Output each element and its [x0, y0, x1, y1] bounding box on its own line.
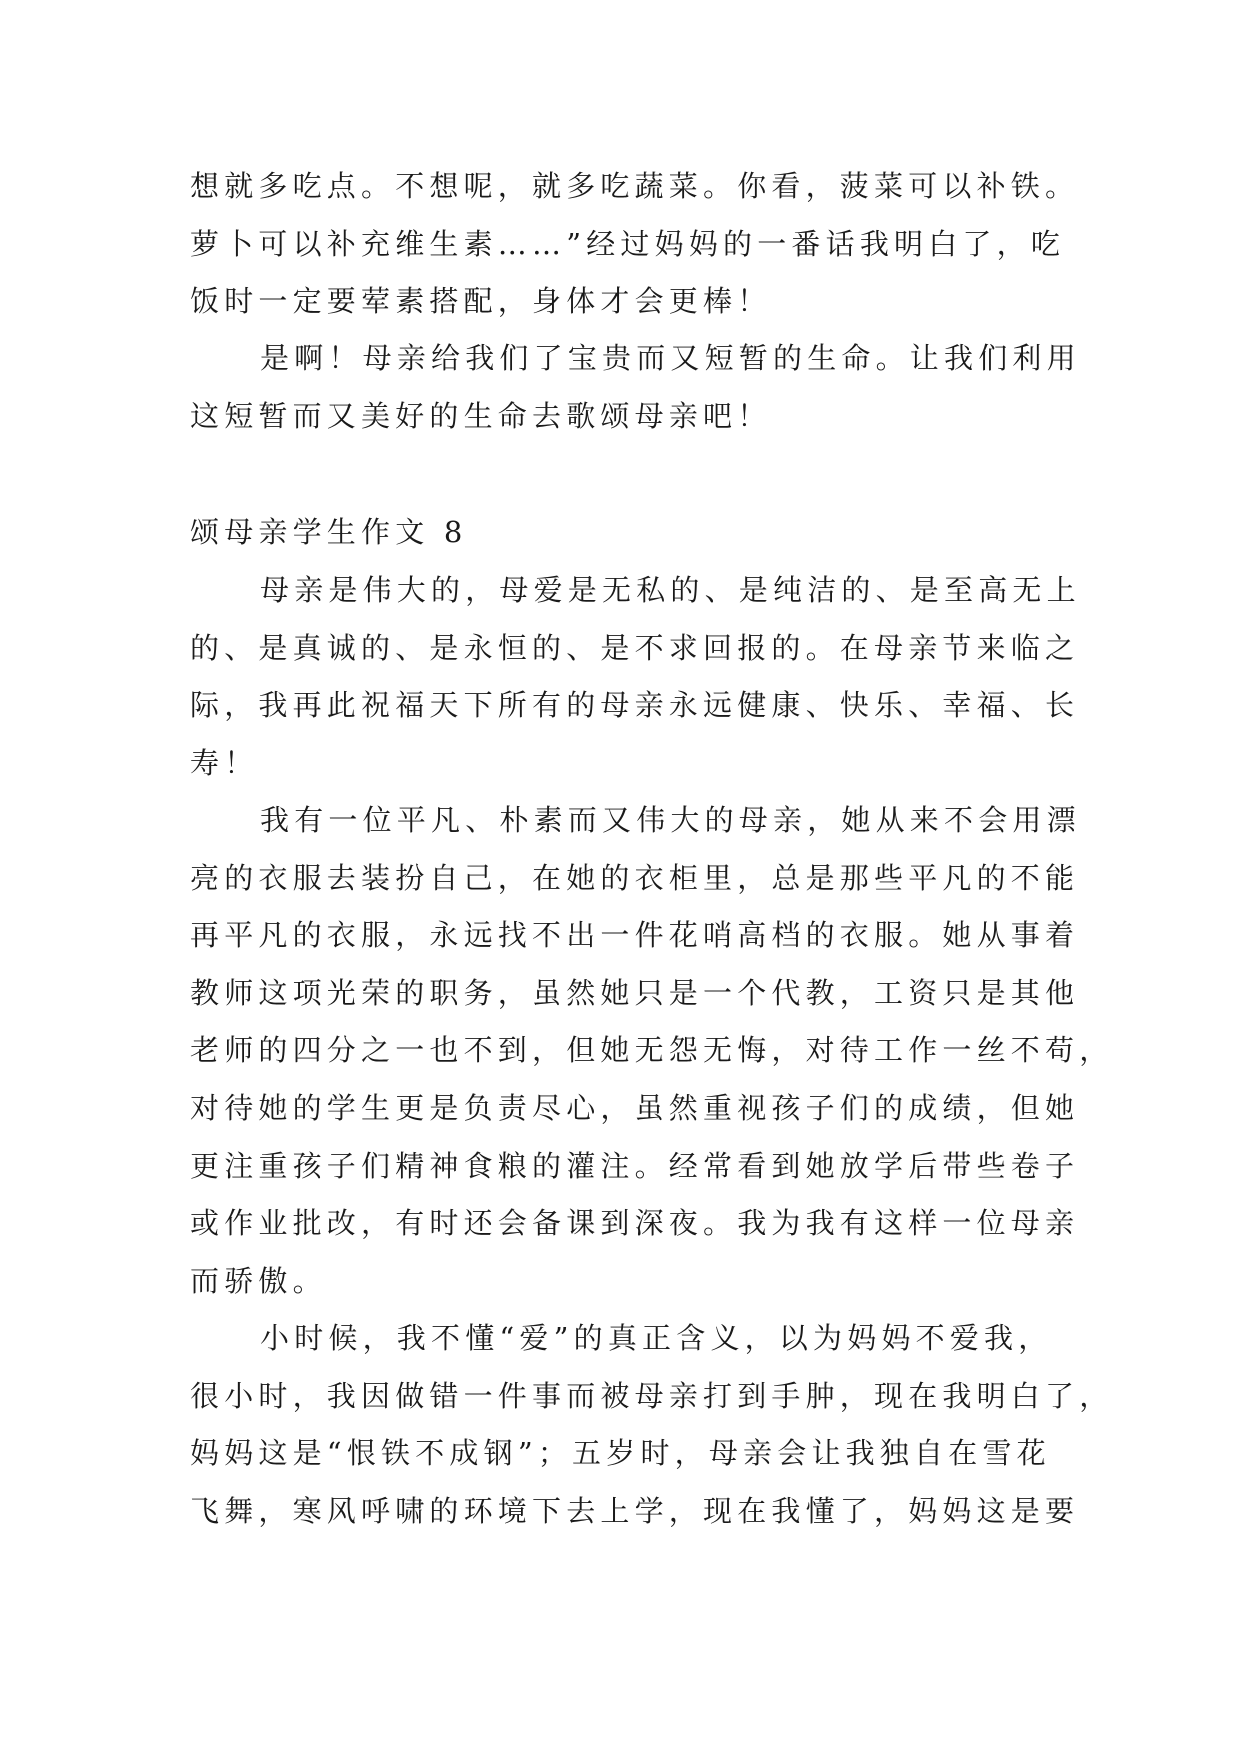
paragraph-line: 小时候，我不懂“爱”的真正含义，以为妈妈不爱我，: [260, 1321, 1053, 1355]
paragraph-line: 想就多吃点。不想呢，就多吃蔬菜。你看，菠菜可以补铁。: [190, 169, 1080, 203]
section-heading: [190, 504, 1070, 562]
paragraph-line: 而骄傲。: [190, 1263, 327, 1298]
paragraph-line: 亮的衣服去装扮自己，在她的衣柜里，总是那些平凡的不能: [190, 860, 1080, 895]
section-paragraph-1: [190, 562, 1081, 792]
paragraph-line: 我有一位平凡、朴素而又伟大的母亲，她从来不会用漂: [260, 803, 1081, 837]
paragraph-line: 教师这项光荣的职务，虽然她只是一个代教，工资只是其他: [190, 975, 1080, 1010]
section-paragraph-2: [190, 792, 1114, 1310]
paragraph-line: 对待她的学生更是负责尽心，虽然重视孩子们的成绩，但她: [190, 1090, 1080, 1125]
paragraph-line: 更注重孩子们精神食粮的灌注。经常看到她放学后带些卷子: [190, 1148, 1080, 1183]
paragraph-line: 饭时一定要荤素搭配，身体才会更棒！: [190, 284, 772, 319]
closing-paragraph: [190, 330, 1081, 445]
paragraph-line: 飞舞，寒风呼啸的环境下去上学，现在我懂了，妈妈这是要: [190, 1493, 1080, 1528]
paragraph-line: 再平凡的衣服，永远找不出一件花哨高档的衣服。她从事着: [190, 918, 1080, 953]
paragraph-line: 很小时，我因做错一件事而被母亲打到手肿，现在我明白了，: [190, 1378, 1114, 1413]
paragraph-line: 际，我再此祝福天下所有的母亲永远健康、快乐、幸福、长: [190, 688, 1080, 723]
paragraph-line: 的、是真诚的、是永恒的、是不求回报的。在母亲节来临之: [190, 630, 1080, 665]
paragraph-line: 是啊！母亲给我们了宝贵而又短暂的生命。让我们利用: [260, 341, 1081, 375]
paragraph-line: 萝卜可以补充维生素……”经过妈妈的一番话我明白了，吃: [190, 226, 1066, 261]
section-paragraph-3: [190, 1310, 1114, 1540]
paragraph-line: 母亲是伟大的，母爱是无私的、是纯洁的、是至高无上: [260, 573, 1081, 607]
continuation-paragraph: [190, 158, 1080, 331]
section-title: 颂母亲学生作文 8: [190, 515, 468, 549]
paragraph-line: 这短暂而又美好的生命去歌颂母亲吧！: [190, 398, 772, 433]
paragraph-line: 或作业批改，有时还会备课到深夜。我为我有这样一位母亲: [190, 1206, 1080, 1241]
paragraph-line: 妈妈这是“恨铁不成钢”；五岁时，母亲会让我独自在雪花: [190, 1436, 1051, 1471]
paragraph-line: 寿！: [190, 745, 259, 780]
paragraph-line: 老师的四分之一也不到，但她无怨无悔，对待工作一丝不苟，: [190, 1033, 1114, 1068]
